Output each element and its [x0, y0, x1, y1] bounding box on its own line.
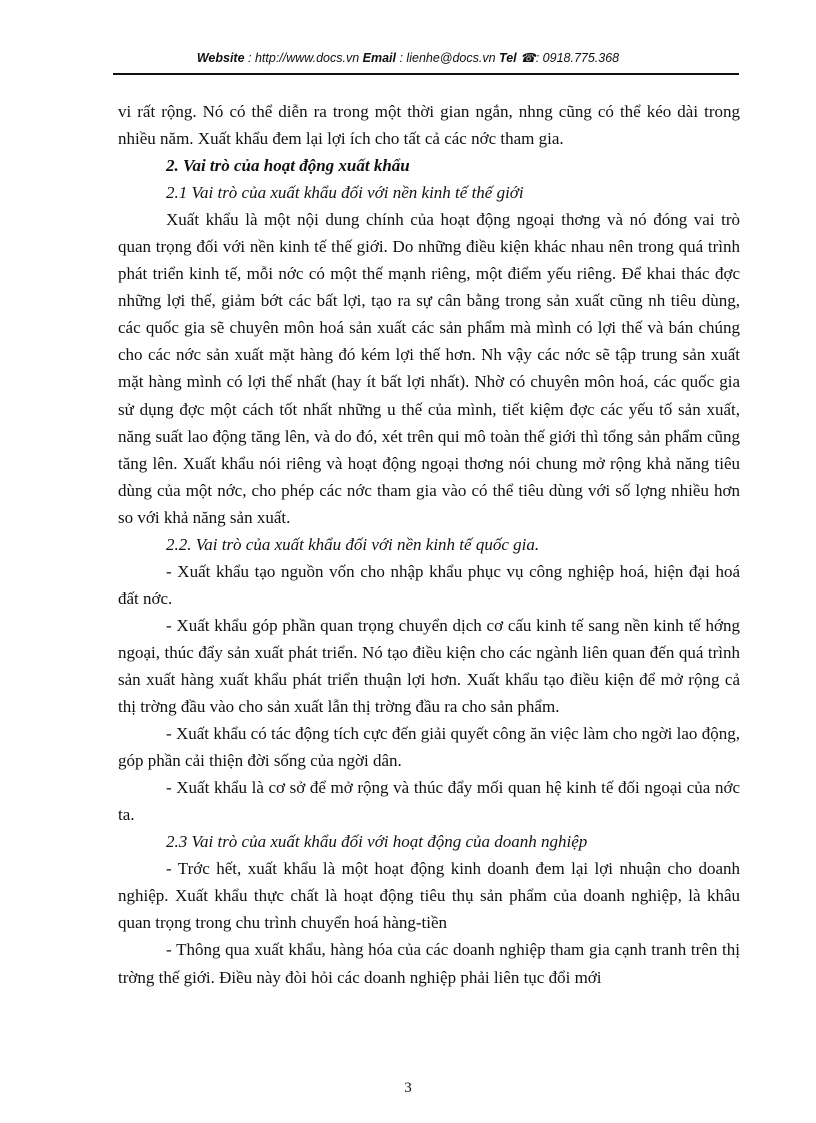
email-value: : lienhe@docs.vn [396, 51, 500, 65]
national-bullet-2: - Xuất khẩu góp phần quan trọng chuyển dịch cơ cấu kinh tế sang nền kinh tế hớng ngoại, thúc đẩy sản xuất phát triển. Nó tạo điều kiện cho các ngành liên quan đến quá trình sản xuất hàng xuất khẩu phát triển thuận lợi hơn. Xuất khẩu tạo điều kiện để mở rộng cả thị trờng đầu vào cho sản xuất lẫn thị trờng đầu ra cho sản phẩm. [118, 615, 740, 717]
subsection-heading-2-1: 2.1 Vai trò của xuất khẩu đối với nền kinh tế thế giới [166, 183, 524, 203]
national-bullet-4: - Xuất khẩu là cơ sở để mở rộng và thúc đẩy mối quan hệ kinh tế đối ngoại của nớc ta. [118, 778, 740, 825]
section-heading-2: 2. Vai trò của hoạt động xuất khẩu [166, 156, 410, 176]
intro-paragraph: vi rất rộng. Nó có thể diễn ra trong một thời gian ngắn, nhng cũng có thể kéo dài trong nhiều năm. Xuất khẩu đem lại lợi ích cho tất cả các nớc tham gia. [118, 102, 740, 149]
document-body [118, 98, 740, 991]
email-label: Email [362, 51, 397, 65]
tel-value: : 0918.775.368 [535, 51, 620, 65]
page-number: 3 [404, 1080, 412, 1096]
website-value: : http://www.docs.vn [244, 51, 363, 65]
national-bullet-3: - Xuất khẩu có tác động tích cực đến giải quyết công ăn việc làm cho ngời lao động, góp phần cải thiện đời sống của ngời dân. [118, 724, 740, 771]
enterprise-bullet-2: - Thông qua xuất khẩu, hàng hóa của các doanh nghiệp tham gia cạnh tranh trên thị trờng thế giới. Điều này đòi hỏi các doanh nghiệp phải liên tục đổi mới [118, 940, 740, 987]
world-economy-paragraph: Xuất khẩu là một nội dung chính của hoạt động ngoại thơng và nó đóng vai trò quan trọng đối với nền kinh tế thế giới. Do những điều kiện khác nhau nên trong quá trình phát triển kinh tế, mỗi nớc có một thế mạnh riêng, một điểm yếu riêng. Để khai thác đợc những lợi thế, giảm bớt các bất lợi, tạo ra sự cân bằng trong sản xuất cũng nh tiêu dùng, các quốc gia sẽ chuyên môn hoá sản xuất các sản phẩm mà mình có lợi thế và bán chúng cho các nớc sản xuất mặt hàng đó kém lợi thế hơn. Nh vậy các nớc sẽ tập trung sản xuất mặt hàng mình có lợi thế nhất (hay ít bất lợi nhất). Nhờ có chuyên môn hoá, các quốc gia sử dụng đợc một cách tốt nhất những u thế của mình, tiết kiệm đợc các yếu tố sản xuất, năng suất lao động tăng lên, và do đó, xét trên qui mô toàn thế giới thì tổng sản phẩm cũng tăng lên. Xuất khẩu nói riêng và hoạt động ngoại thơng nói chung mở rộng khả năng tiêu dùng của một nớc, cho phép các nớc tham gia vào có thể tiêu dùng với số lợng nhiều hơn so với khả năng sản xuất. [118, 210, 740, 527]
header-divider [113, 73, 739, 75]
website-label: Website [196, 51, 245, 65]
national-bullet-1: - Xuất khẩu tạo nguồn vốn cho nhập khẩu phục vụ công nghiệp hoá, hiện đại hoá đất nớc. [118, 561, 740, 608]
page-header [0, 50, 816, 65]
subsection-heading-2-2: 2.2. Vai trò của xuất khẩu đối với nền kinh tế quốc gia. [166, 534, 540, 554]
tel-label: Tel [499, 51, 517, 65]
phone-icon: ☎ [520, 51, 536, 65]
enterprise-bullet-1: - Trớc hết, xuất khẩu là một hoạt động kinh doanh đem lại lợi nhuận cho doanh nghiệp. Xuất khẩu thực chất là hoạt động tiêu thụ sản phẩm của doanh nghiệp, là khâu quan trọng trong chu trình chuyển hoá hàng-tiền [118, 859, 740, 933]
subsection-heading-2-3: 2.3 Vai trò của xuất khẩu đối với hoạt động của doanh nghiệp [166, 832, 588, 852]
